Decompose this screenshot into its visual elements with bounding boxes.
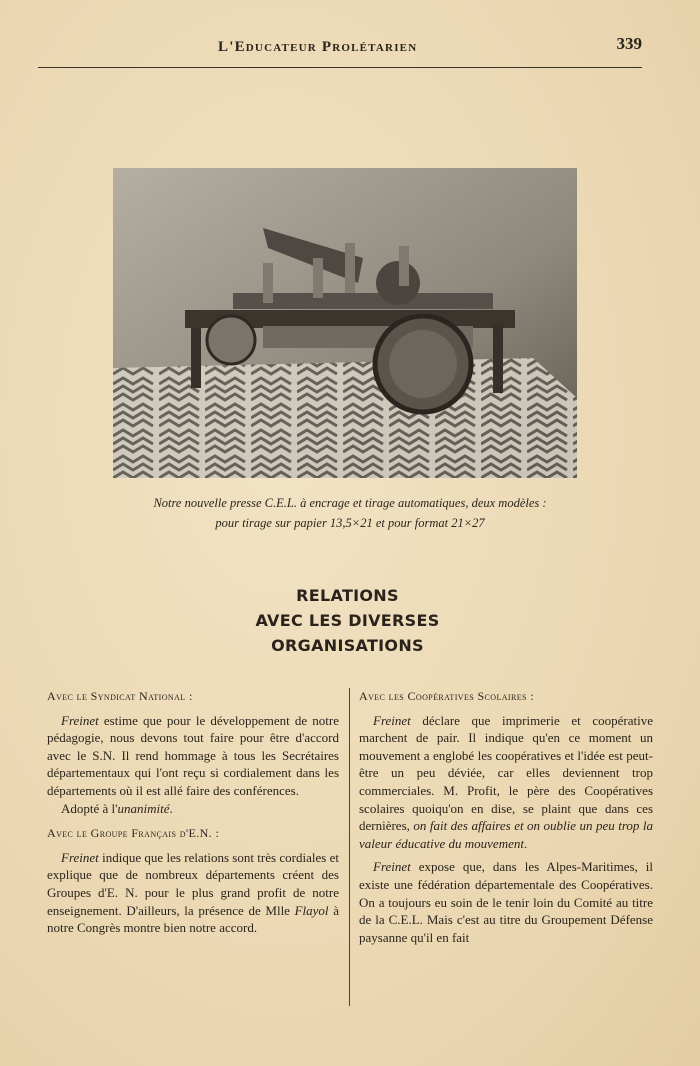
journal-title: L'Educateur Prolétarien (218, 39, 418, 55)
page-number: 339 (616, 34, 642, 53)
person-name: Freinet (373, 859, 411, 875)
photo-caption-line-2: pour tirage sur papier 13,5×21 et pour format 21×27 (215, 516, 485, 530)
left-column (47, 688, 339, 937)
person-name: Freinet (373, 712, 411, 728)
person-name-flayol: Flayol (294, 902, 329, 918)
person-name: Freinet (61, 712, 99, 728)
page-header (38, 34, 642, 68)
quoted-text: on fait des affaires et on oublie un peu trop la valeur éducative du mouvement (359, 818, 653, 851)
paragraph-alpes-maritimes (359, 858, 653, 946)
paragraph-text-end: . (523, 835, 528, 851)
section-title-line-3: ORGANISATIONS (271, 636, 424, 655)
column-divider (349, 688, 350, 1006)
subsection-heading-cooperatives: Avec les Coopératives Scolaires : (359, 689, 534, 703)
section-title-line-1: RELATIONS (296, 586, 399, 605)
paragraph-text-end: à notre Congrès montre bien notre accord. (47, 902, 339, 936)
subsection-heading-groupe: Avec le Groupe Français d'E.N. : (47, 826, 220, 841)
paragraph-text: indique que les relations sont très cordiales et explique que de nombreux départements créent des Groupes d'E. N. pour le plus grand profit de notre enseignement. D'ailleurs, la présence de Mlle (47, 849, 339, 918)
adoption-word: unanimité (117, 800, 170, 816)
subsection-heading-syndicat: Avec le Syndicat National : (47, 689, 193, 703)
paragraph-text: déclare que imprimerie et coopérative marchent de pair. Il indique qu'en ce moment un mouvement a englobé les coopératives et l'idée est peut-être un peu déviée, car elles deviennent trop commerciales. M. Profit, le père des Coopératives scolaires quoiqu'on en dise, se plaint que dans ces dernières, (359, 712, 653, 834)
section-title-line-2: AVEC LES DIVERSES (255, 611, 440, 630)
paragraph-syndicat (47, 712, 339, 800)
adoption-suffix: . (169, 800, 173, 816)
paragraph-groupe (47, 849, 339, 937)
press-photograph (113, 168, 577, 478)
paragraph-cooperatives (359, 712, 653, 853)
paragraph-text: expose que, dans les Alpes-Maritimes, il existe une fédération départementale des Coopératives. On a toujours eu soin de le tenir loin du Comité au titre de la C.E.L. Mais c'est au titre du Groupement Défense paysanne qu'il en fait (359, 859, 653, 945)
person-name: Freinet (61, 849, 99, 865)
photo-caption-line-1: Notre nouvelle presse C.E.L. à encrage et tirage automatiques, deux modèles : (153, 496, 547, 510)
adoption-prefix: Adopté à l' (61, 800, 118, 816)
adoption-note (47, 800, 339, 818)
press-photo-image (113, 168, 577, 478)
right-column (359, 688, 653, 946)
paragraph-text: estime que pour le développement de notre pédagogie, nous devons tout faire pour être d'accord avec le S.N. Il rend hommage à tous les Secrétaires départementaux qui l'ont reçu si cordialement dans les départements où il est allé faire des conférences. (47, 712, 339, 798)
